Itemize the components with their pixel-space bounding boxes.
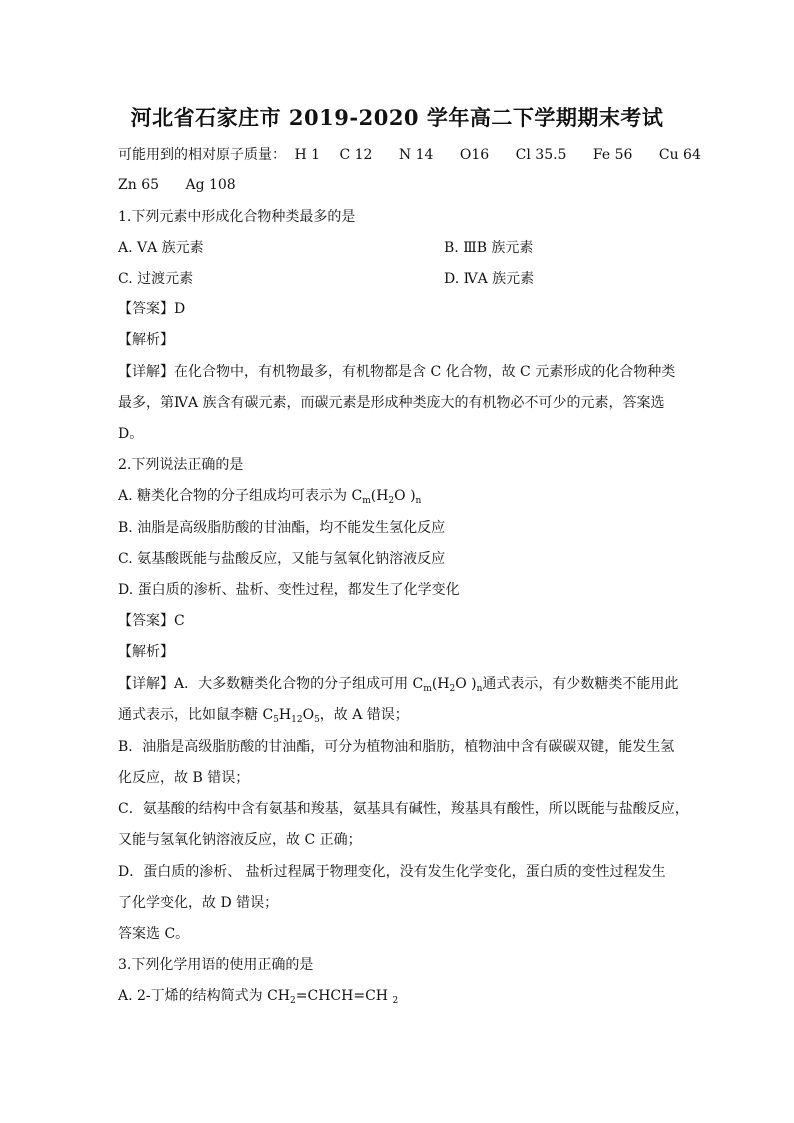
q3-stem: 3.下列化学用语的使用正确的是 [118,957,314,973]
mass-zn: Zn 65 [118,177,160,193]
detail-text: ，故 A 错误； [319,707,409,723]
q2-detail-a-line-1 [118,674,678,694]
q2-option-c: C. 氨基酸既能与盐酸反应，又能与氢氧化钠溶液反应 [118,551,446,567]
subscript-2: 2 [449,684,456,694]
mass-ag: Ag 108 [185,177,236,193]
detail-text: 【详解】A．大多数糖类化合物的分子组成可用 C [118,676,424,692]
formula-part: O ) [394,488,416,504]
subscript-2: 2 [388,496,395,506]
q3-option-a [118,986,398,1006]
subscript-m: m [362,496,371,506]
subscript-2: 2 [392,996,399,1006]
mass-c: C 12 [339,147,373,163]
q2-answer: 【答案】C [118,613,185,629]
subscript: 12 [291,715,303,725]
q2-detail-b-line-2: 化反应，故 B 错误； [118,770,250,786]
q1-analysis-heading: 【解析】 [118,332,174,348]
q2-detail-a-line-2 [118,705,409,725]
page-title: 河北省石家庄市 2019-2020 学年高二下学期期末考试 [130,105,664,130]
q2-detail-c-line-1: C．氨基酸的结构中含有氨基和羧基，氨基具有碱性，羧基具有酸性，所以既能与盐酸反应， [118,801,689,817]
mass-o: O16 [459,147,490,163]
mass-h: H 1 [294,147,321,163]
q1-option-b: B. ⅢB 族元素 [444,240,534,256]
q2-detail-b-line-1: B．油脂是高级脂肪酸的甘油酯，可分为植物油和脂肪，植物油中含有碳碳双键，能发生氢 [118,739,675,755]
q1-stem: 1.下列元素中形成化合物种类最多的是 [118,209,356,225]
formula-part: (H [431,676,450,692]
q2-detail-c-line-2: 又能与氢氧化钠溶液反应，故 C 正确； [118,832,362,848]
subscript: 5 [273,715,279,725]
q2-option-b: B. 油脂是高级脂肪酸的甘油酯，均不能发生氢化反应 [118,520,446,536]
detail-text: 通式表示，有少数糖类不能用此 [482,676,679,692]
mass-n: N 14 [398,147,434,163]
q2-option-a-text: A. 糖类化合物的分子组成均可表示为 C [118,488,363,504]
q2-detail-d-line-2: 了化学变化，故 D 错误； [118,895,279,911]
q1-option-a: A. ⅤA 族元素 [118,240,204,256]
detail-text: 通式表示，比如鼠李糖 C [118,707,274,723]
q2-stem: 2.下列说法正确的是 [118,457,244,473]
q2-final-answer: 答案选 C。 [118,926,190,942]
subscript-n: n [476,684,483,694]
q1-option-d: D. ⅣA 族元素 [444,271,535,287]
masses-label: 可能用到的相对原子质量： [118,147,286,163]
q1-option-c: C. 过渡元素 [118,271,194,287]
q2-detail-d-line-1: D．蛋白质的渗析、 盐析过程属于物理变化，没有发生化学变化，蛋白质的变性过程发生 [118,864,666,880]
q2-option-d: D. 蛋白质的渗析、盐析、变性过程，都发生了化学变化 [118,582,460,598]
q1-detail-line-3: D。 [118,426,144,442]
q1-detail-line-1: 【详解】在化合物中，有机物最多，有机物都是含 C 化合物，故 C 元素形成的化合物种类 [118,364,676,380]
subscript-2: 2 [290,996,296,1006]
mass-cu: Cu 64 [658,147,701,163]
subscript-m: m [423,684,432,694]
atomic-masses-line-1 [118,145,701,165]
q2-analysis-heading: 【解析】 [118,644,174,660]
formula-part: O ) [455,676,477,692]
formula-part: O [302,707,315,723]
formula-part: H [278,707,292,723]
formula-part: =CHCH=CH [295,988,393,1004]
q1-answer: 【答案】D [118,301,186,317]
mass-cl: Cl 35.5 [515,147,567,163]
subscript-n: n [415,496,422,506]
q2-option-a [118,486,421,506]
mass-fe: Fe 56 [592,147,633,163]
formula-part: (H [370,488,389,504]
q1-detail-line-2: 最多，第ⅣA 族含有碳元素，而碳元素是形成种类庞大的有机物必不可少的元素，答案选 [118,395,665,411]
atomic-masses-line-2 [118,175,236,195]
q3-option-a-text: A. 2-丁烯的结构简式为 CH [118,988,291,1004]
subscript: 5 [314,715,320,725]
